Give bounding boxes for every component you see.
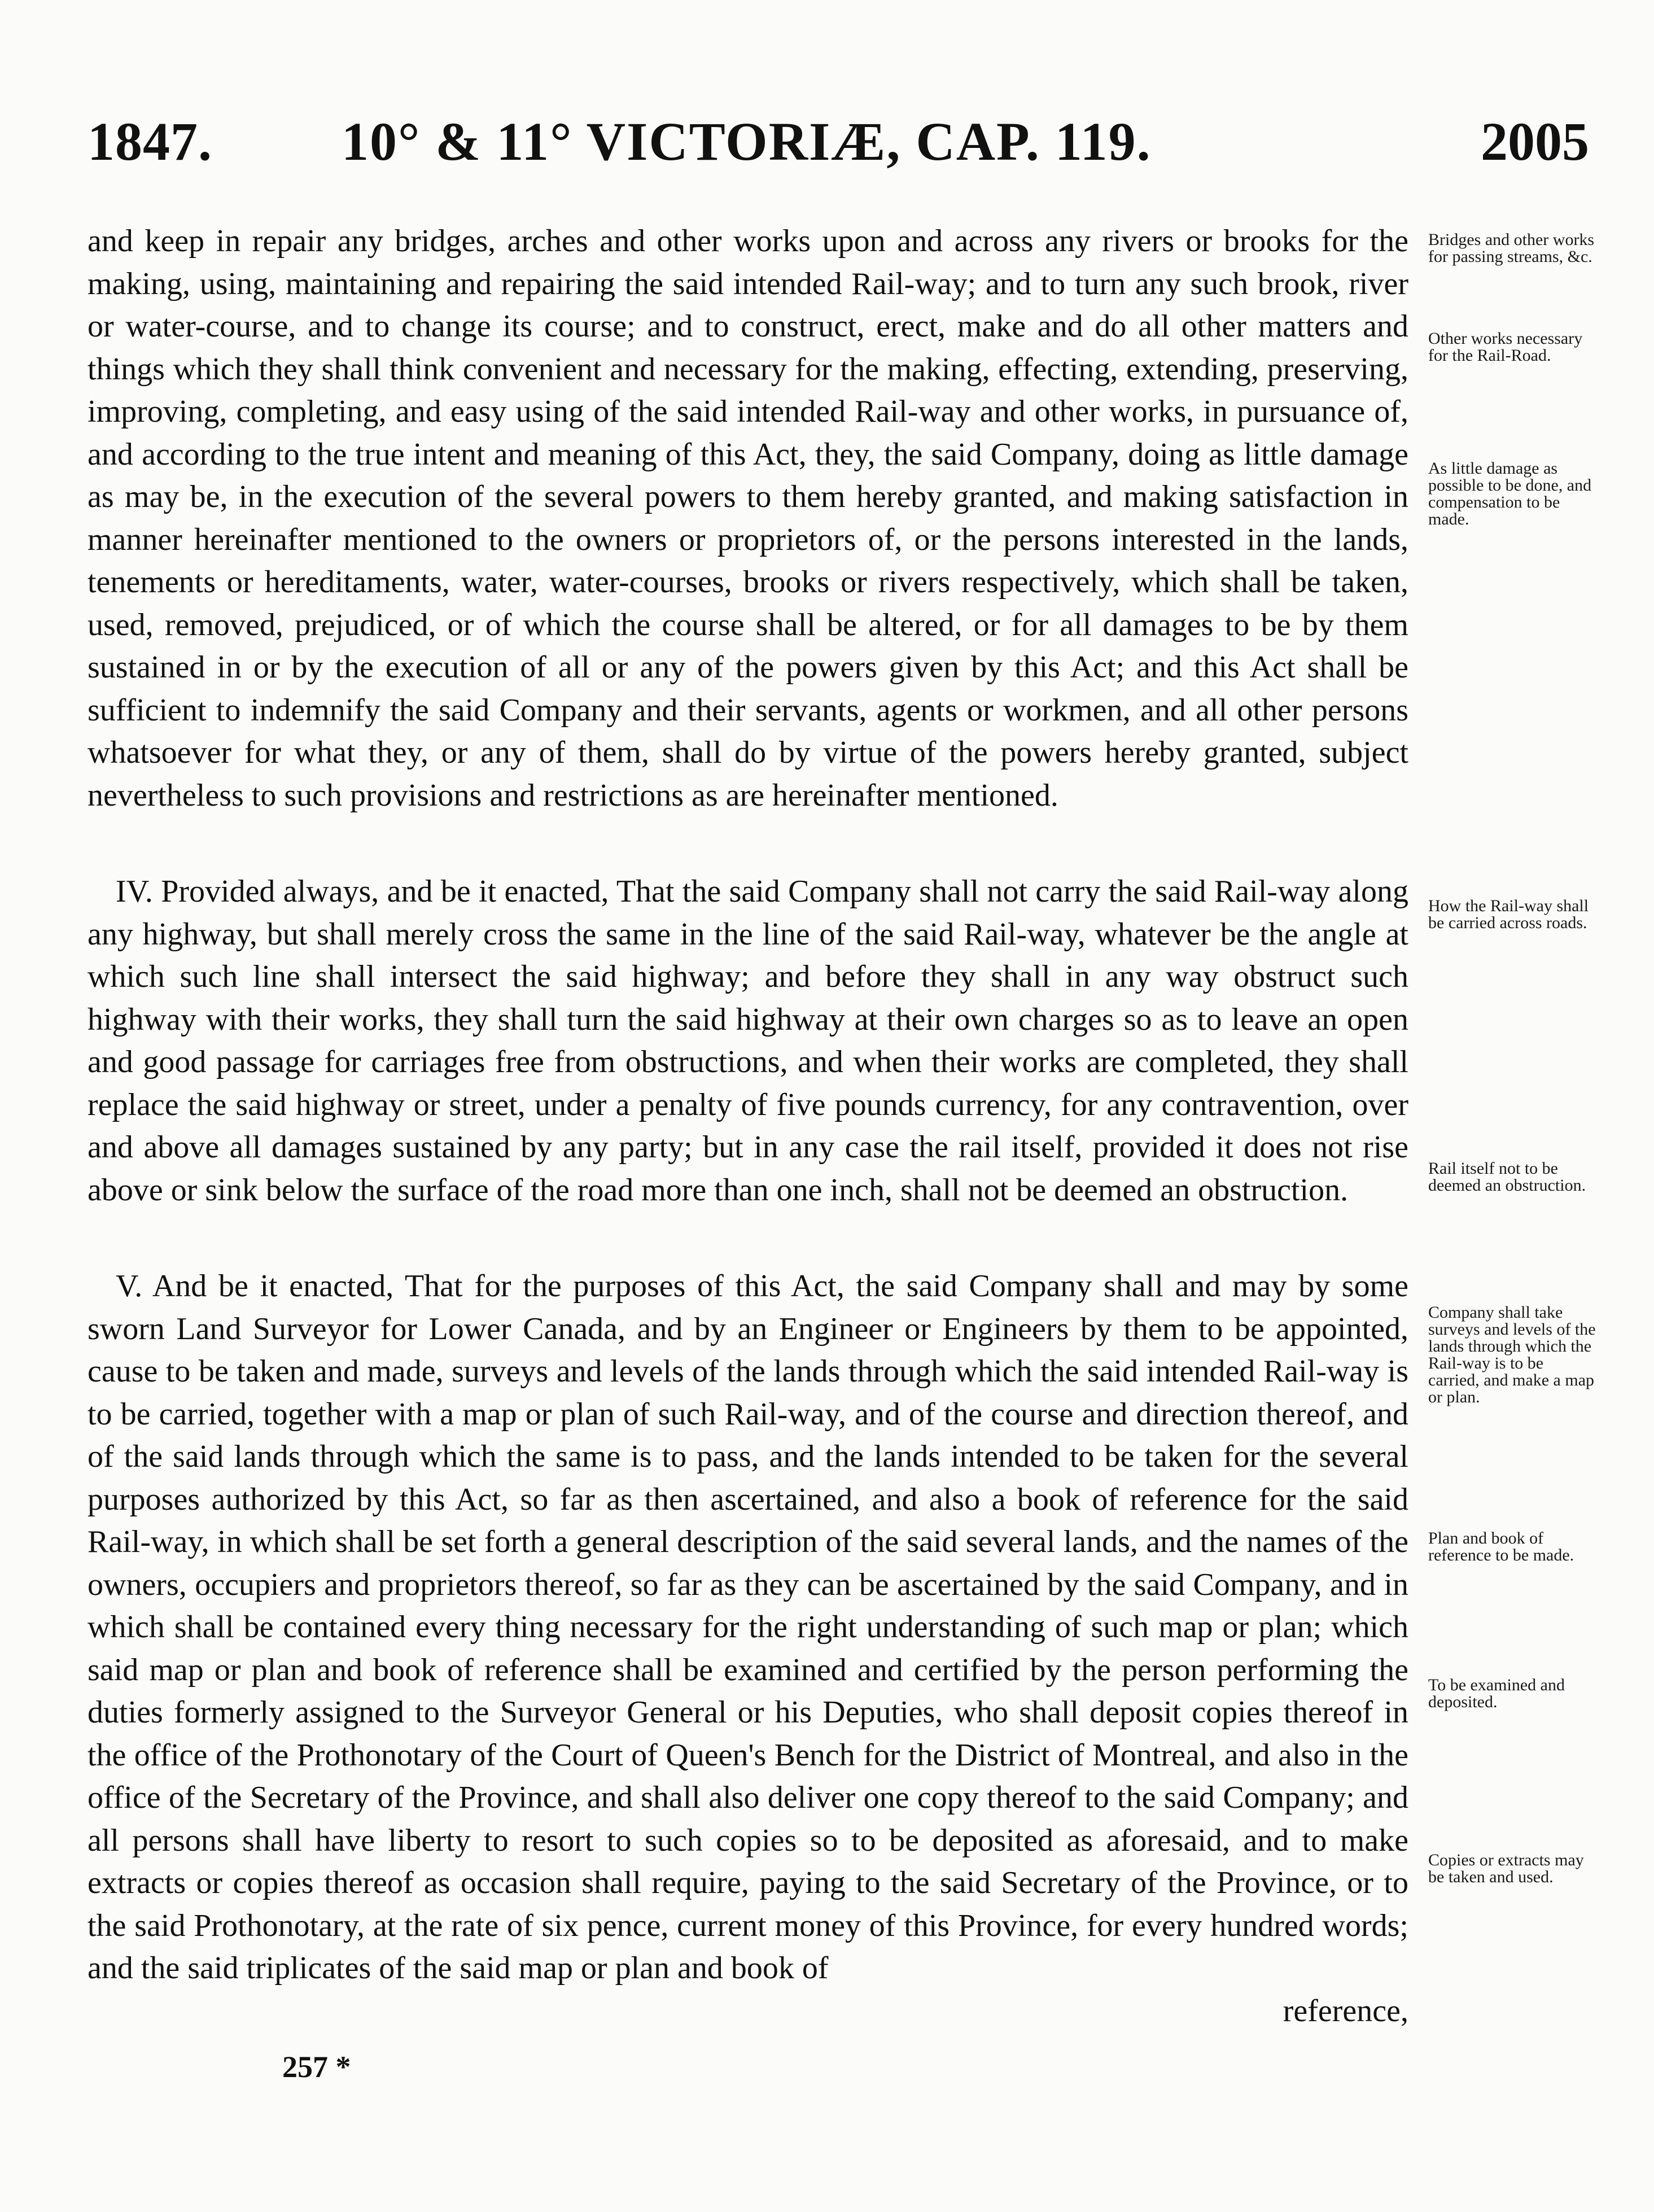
margin-note-examined: To be examined and deposited.	[1428, 1676, 1565, 1711]
margin-note-roads: How the Rail-way shall be carried across roads.	[1428, 897, 1589, 932]
margin-note-bridges: Bridges and other works for passing streams, &c.	[1428, 230, 1595, 266]
margin-note-damage: As little damage as possible to be done, and compensation to be made.	[1428, 459, 1592, 528]
paragraph-continuation: and keep in repair any bridges, arches and other works upon and across any rivers or brooks for the making, using, maintaining and repairing the said intended Rail-way; and to turn any such brook, river or water-course, and to change its course; and to construct, erect, make and do all other matters and things which they shall think convenient and necessary for the making, effecting, extending, preserving, improving, completing, and easy using of the said intended Rail-way and other works, in pursuance of, and according to the true intent and meaning of this Act, they, the said Company, doing as little damage as may be, in the execution of the several powers to them hereby granted, and making satisfaction in manner hereinafter mentioned to the owners or proprietors of, or the persons interested in the lands, tenements or hereditaments, water, water-courses, brooks or rivers respectively, which shall be taken, used, removed, prejudiced, or of which the course shall be altered, or for all damages to be by them sustained in or by the execution of all or any of the powers given by this Act; and this Act shall be sufficient to indemnify the said Company and their servants, agents or workmen, and all other persons whatsoever for what they, or any of them, shall do by virtue of the powers hereby granted, subject nevertheless to such provisions and restrictions as are hereinafter mentioned.	[87, 224, 1408, 813]
header-title: 10° & 11° VICTORIÆ, CAP. 119.	[342, 111, 1152, 172]
main-text	[87, 220, 1408, 2032]
running-header	[87, 110, 1589, 183]
margin-note-plan-book: Plan and book of reference to be made.	[1428, 1529, 1574, 1564]
catchword: reference,	[1283, 1993, 1408, 2029]
signature-mark: 257 *	[282, 2050, 351, 2084]
header-year: 1847.	[87, 111, 212, 172]
margin-note-surveys: Company shall take surveys and levels of the lands through which the Rail-way is to be carried, and make a map or plan.	[1428, 1303, 1596, 1406]
margin-note-copies: Copies or extracts may be taken and used.	[1428, 1851, 1584, 1886]
section-iv: IV. Provided always, and be it enacted, That the said Company shall not carry the said Rail-way along any highway, but shall merely cross the same in the line of the said Rail-way, whatever be the angle at which such line shall intersect the said highway; and before they shall in any way obstruct such highway with their works, they shall turn the said highway at their own charges so as to leave an open and good passage for carriages free from obstructions, and when their works are completed, they shall replace the said highway or street, under a penalty of five pounds currency, for any contravention, over and above all damages sustained by any party; but in any case the rail itself, provided it does not rise above or sink below the surface of the road more than one inch, shall not be deemed an obstruction.	[87, 874, 1408, 1208]
margin-note-obstruction: Rail itself not to be deemed an obstruction.	[1428, 1159, 1586, 1195]
section-v: V. And be it enacted, That for the purposes of this Act, the said Company shall and may by some sworn Land Surveyor for Lower Canada, and by an Engineer or Engineers by them to be appointed, cause to be taken and made, surveys and levels of the lands through which the said intended Rail-way is to be carried, together with a map or plan of such Rail-way, and of the course and direction thereof, and of the said lands through which the same is to pass, and the lands intended to be taken for the several purposes authorized by this Act, so far as then ascertained, and also a book of reference for the said Rail-way, in which shall be set forth a general description of the said several lands, and the names of the owners, occupiers and proprietors thereof, so far as they can be ascertained by the said Company, and in which shall be contained every thing necessary for the right understanding of such map or plan; which said map or plan and book of reference shall be examined and certified by the person performing the duties formerly assigned to the Surveyor General or his Deputies, who shall deposit copies thereof in the office of the Prothonotary of the Court of Queen's Bench for the District of Montreal, and also in the office of the Secretary of the Province, and shall also deliver one copy thereof to the said Company; and all persons shall have liberty to resort to such copies so to be deposited as aforesaid, and to make extracts or copies thereof as occasion shall require, paying to the said Secretary of the Province, or to the said Prothonotary, at the rate of six pence, current money of this Province, for every hundred words; and the said triplicates of the said map or plan and book of	[87, 1269, 1408, 1986]
page-number: 2005	[1481, 111, 1589, 172]
margin-note-other-works: Other works necessary for the Rail-Road.	[1428, 329, 1583, 365]
